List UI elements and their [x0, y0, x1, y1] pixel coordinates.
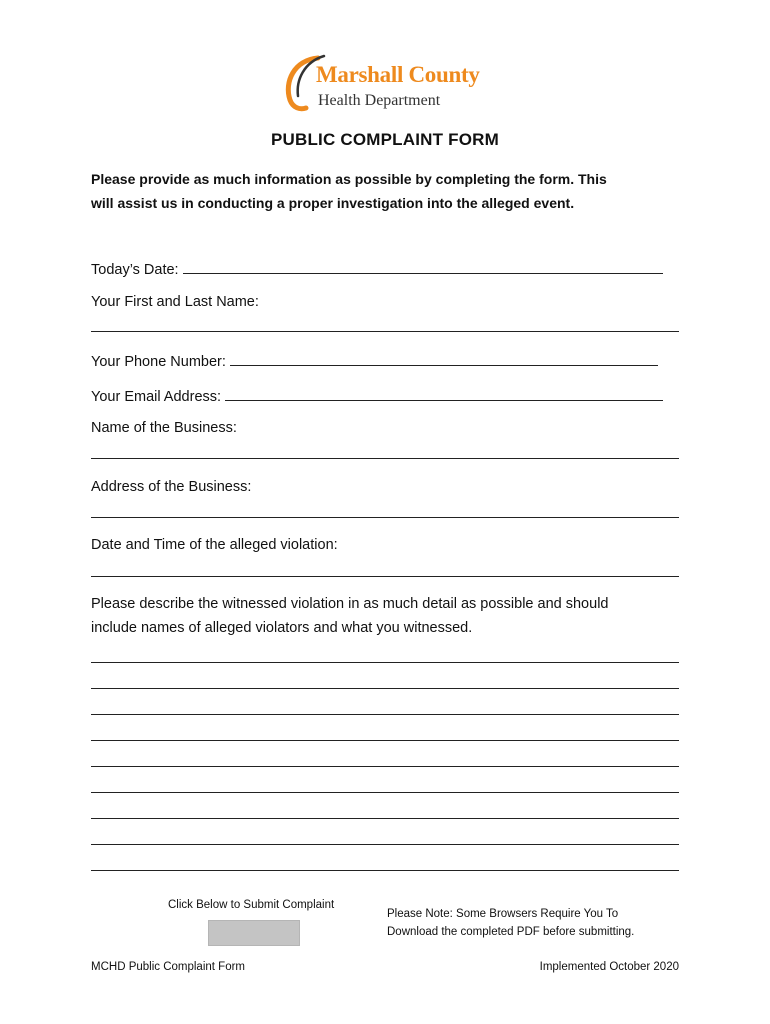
- name-input-line[interactable]: [91, 331, 679, 332]
- description-input-line[interactable]: [91, 870, 679, 871]
- date-label: Today’s Date:: [91, 262, 179, 278]
- browser-note-line-2: Download the completed PDF before submitting.: [387, 926, 635, 938]
- business-name-input-line[interactable]: [91, 458, 679, 459]
- logo: [284, 52, 484, 118]
- browser-note-line-1: Please Note: Some Browsers Require You To: [387, 908, 619, 920]
- name-field-label: Your First and Last Name:: [91, 294, 259, 310]
- intro-line-1: Please provide as much information as possible by completing the form. This: [91, 171, 607, 187]
- page-title: PUBLIC COMPLAINT FORM: [270, 130, 499, 149]
- logo-department: Health Department: [318, 92, 441, 109]
- description-input-line[interactable]: [91, 818, 679, 819]
- violation-datetime-label: Date and Time of the alleged violation:: [91, 537, 338, 553]
- email-field[interactable]: [91, 386, 663, 405]
- description-line-2: include names of alleged violators and what you witnessed.: [91, 620, 473, 636]
- description-input-line[interactable]: [91, 766, 679, 767]
- description-input-line[interactable]: [91, 714, 679, 715]
- browser-note: [387, 905, 634, 941]
- description-input-line[interactable]: [91, 740, 679, 741]
- email-input-line[interactable]: [225, 386, 663, 401]
- submit-button[interactable]: [208, 920, 300, 946]
- footer-implemented-date: Implemented October 2020: [539, 961, 679, 973]
- date-input-line[interactable]: [183, 259, 663, 274]
- phone-label: Your Phone Number:: [91, 354, 226, 370]
- violation-datetime-input-line[interactable]: [91, 576, 679, 577]
- submit-label: Click Below to Submit Complaint: [168, 899, 335, 911]
- description-input-line[interactable]: [91, 844, 679, 845]
- date-field[interactable]: [91, 259, 663, 278]
- description-input-line[interactable]: [91, 688, 679, 689]
- business-name-label: Name of the Business:: [91, 420, 237, 436]
- footer-form-name: MCHD Public Complaint Form: [91, 961, 246, 973]
- business-address-input-line[interactable]: [91, 517, 679, 518]
- email-label: Your Email Address:: [91, 389, 222, 405]
- description-input-line[interactable]: [91, 662, 679, 663]
- business-address-label: Address of the Business:: [91, 479, 252, 495]
- description-line-1: Please describe the witnessed violation in as much detail as possible and should: [91, 596, 609, 612]
- description-prompt: [91, 592, 691, 640]
- intro-line-2: will assist us in conducting a proper investigation into the alleged event.: [91, 195, 575, 211]
- phone-input-line[interactable]: [230, 351, 658, 366]
- intro-text: [91, 167, 691, 215]
- phone-field[interactable]: [91, 351, 658, 370]
- logo-name: Marshall County: [316, 62, 480, 87]
- description-input-line[interactable]: [91, 792, 679, 793]
